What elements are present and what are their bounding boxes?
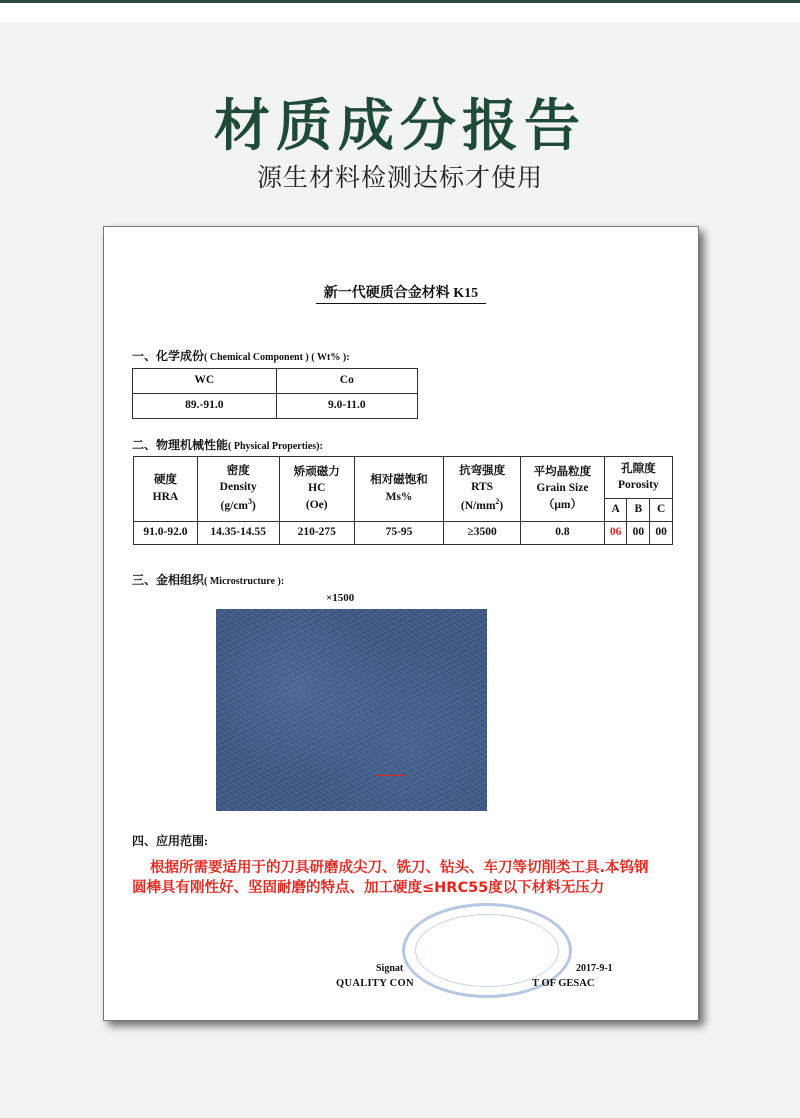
phys-header-magnetic-saturation: 相对磁饱和 Ms%	[354, 457, 443, 522]
phys-value-coercivity: 210-275	[279, 522, 354, 545]
report-document	[103, 226, 699, 1021]
section-application-heading: 四、应用范围:	[132, 834, 208, 848]
phys-header-porosity: 孔隙度 Porosity	[604, 457, 672, 499]
porosity-sub-b: B	[627, 498, 650, 521]
quality-control-label: QUALITY CON	[336, 978, 414, 989]
page-subtitle: 源生材料检测达标才使用	[256, 163, 543, 192]
section-microstructure-heading: 三、金相组织( Microstructure ):	[132, 573, 285, 587]
top-bar	[0, 0, 800, 22]
phys-value-grain-size: 0.8	[521, 522, 605, 545]
phys-value-porosity-a: 06	[604, 522, 627, 545]
phys-header-rts: 抗弯强度 RTS $(N/mm^2)$	[444, 457, 521, 522]
scale-bar	[376, 775, 406, 776]
phys-header-grain-size: 平均晶粒度 Grain Size （μm）	[521, 457, 605, 522]
page-title: 材质成分报告	[214, 94, 586, 159]
signature-label: Signat	[376, 963, 404, 974]
phys-value-hardness: 91.0-92.0	[134, 522, 198, 545]
porosity-sub-c: C	[650, 498, 673, 521]
chemical-table	[132, 368, 418, 419]
phys-value-density: 14.35-14.55	[197, 522, 279, 545]
physical-table	[133, 456, 673, 545]
section-chemical-heading: 一、化学成份( Chemical Component ) ( Wt% ):	[132, 349, 350, 363]
chem-header-co: Co	[276, 369, 417, 394]
phys-value-magnetic-saturation: 75-95	[354, 522, 443, 545]
magnification-label: ×1500	[326, 592, 355, 604]
chem-header-wc: WC	[133, 369, 277, 394]
phys-value-rts: ≥3500	[444, 522, 521, 545]
chem-value-co: 9.0-11.0	[276, 394, 417, 419]
phys-value-porosity-c: 00	[650, 522, 673, 545]
quality-control-tail: T OF GESAC	[532, 978, 595, 989]
phys-header-coercivity: 矫顽磁力 HC (Oe)	[279, 457, 354, 522]
application-text: 根据所需要适用于的刀具研磨成尖刀、铣刀、钻头、车刀等切削类工具.本钨钢圆棒具有刚性好、坚固耐磨的特点、加工硬度≤HRC55度以下材料无压力	[132, 860, 649, 896]
phys-header-hardness: 硬度 HRA	[134, 457, 198, 522]
chem-value-wc: 89.-91.0	[133, 394, 277, 419]
phys-header-density: 密度 Density $(g/cm^3)$	[197, 457, 279, 522]
porosity-sub-a: A	[604, 498, 627, 521]
phys-value-porosity-b: 00	[627, 522, 650, 545]
microstructure-image	[216, 609, 487, 811]
section-physical-heading: 二、物理机械性能( Physical Properties):	[132, 438, 323, 452]
document-title: 新一代硬质合金材料 K15	[104, 282, 698, 302]
signature-date: 2017-9-1	[576, 963, 613, 974]
